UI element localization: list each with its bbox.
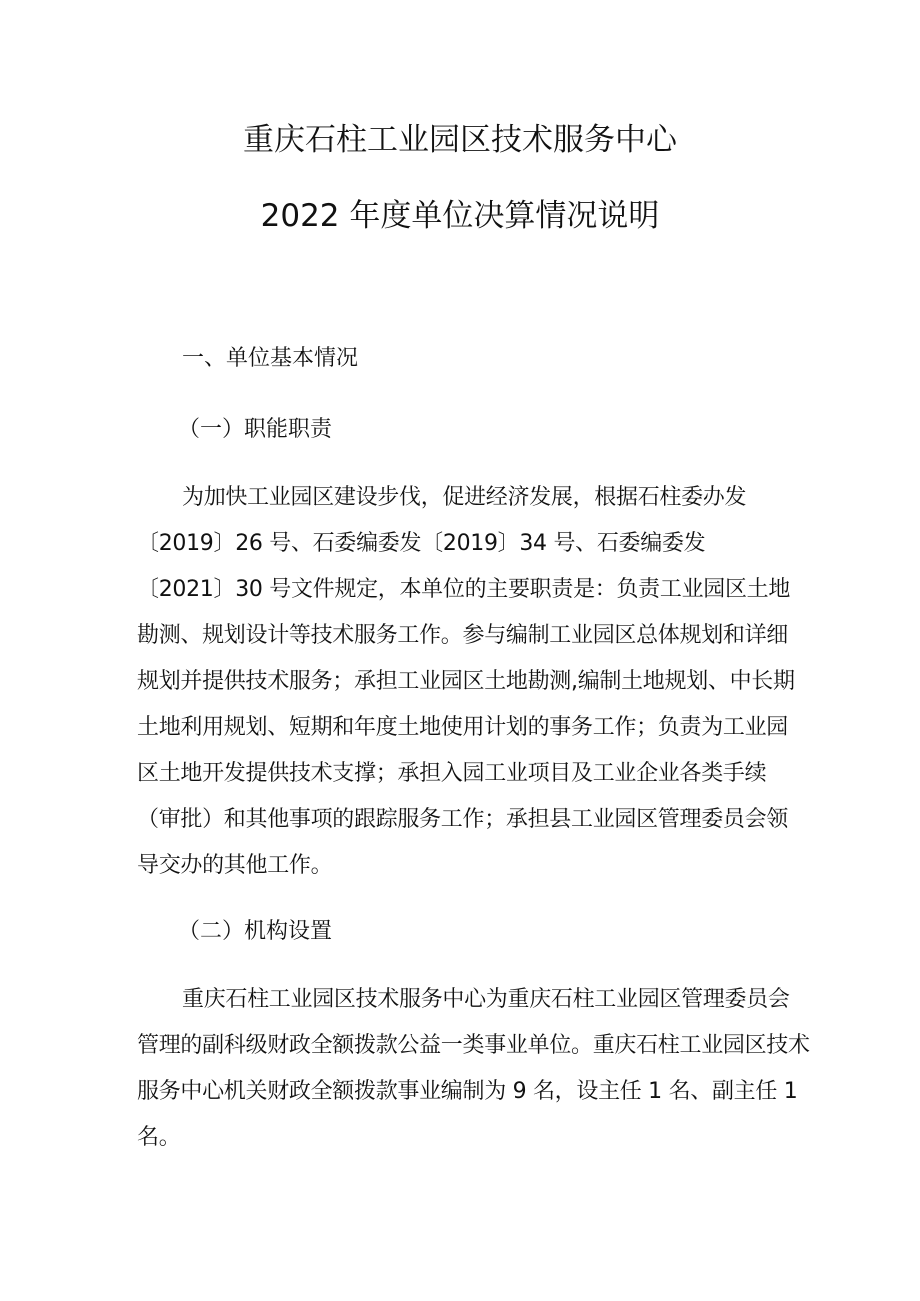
- paragraph-line: 名。: [137, 1125, 181, 1150]
- paragraph-line: 〔2019〕26 号、石委编委发〔2019〕34 号、石委编委发: [137, 531, 706, 556]
- subsection-heading-organization: （二）机构设置: [178, 919, 333, 944]
- paragraph-line: 导交办的其他工作。: [137, 853, 333, 878]
- paragraph-line: 管理的副科级财政全额拨款公益一类事业单位。重庆石柱工业园区技术: [137, 1033, 810, 1058]
- paragraph-line: 土地利用规划、短期和年度土地使用计划的事务工作；负责为工业园: [137, 715, 789, 740]
- paragraph-line: 重庆石柱工业园区技术服务中心为重庆石柱工业园区管理委员会: [182, 987, 790, 1012]
- paragraph-line: 服务中心机关财政全额拨款事业编制为 9 名，设主任 1 名、副主任 1: [137, 1079, 798, 1104]
- paragraph-functions: [137, 475, 799, 889]
- paragraph-line: 勘测、规划设计等技术服务工作。参与编制工业园区总体规划和详细: [137, 623, 789, 648]
- section-heading-basic-info: 一、单位基本情况: [182, 346, 359, 371]
- paragraph-line: 区土地开发提供技术支撑；承担入园工业项目及工业企业各类手续: [137, 761, 767, 786]
- paragraph-line: （审批）和其他事项的跟踪服务工作；承担县工业园区管理委员会领: [137, 807, 789, 832]
- subsection-heading-functions: （一）职能职责: [178, 417, 333, 442]
- paragraph-organization: [137, 977, 810, 1161]
- paragraph-line: 〔2021〕30 号文件规定，本单位的主要职责是：负责工业园区土地: [137, 577, 791, 602]
- paragraph-line: 规划并提供技术服务；承担工业园区土地勘测,编制土地规划、中长期: [137, 669, 795, 694]
- document-title-line-1: 重庆石柱工业园区技术服务中心: [243, 122, 677, 158]
- paragraph-line: 为加快工业园区建设步伐，促进经济发展，根据石柱委办发: [182, 485, 747, 510]
- document-title-line-2: 2022 年度单位决算情况说明: [260, 198, 660, 234]
